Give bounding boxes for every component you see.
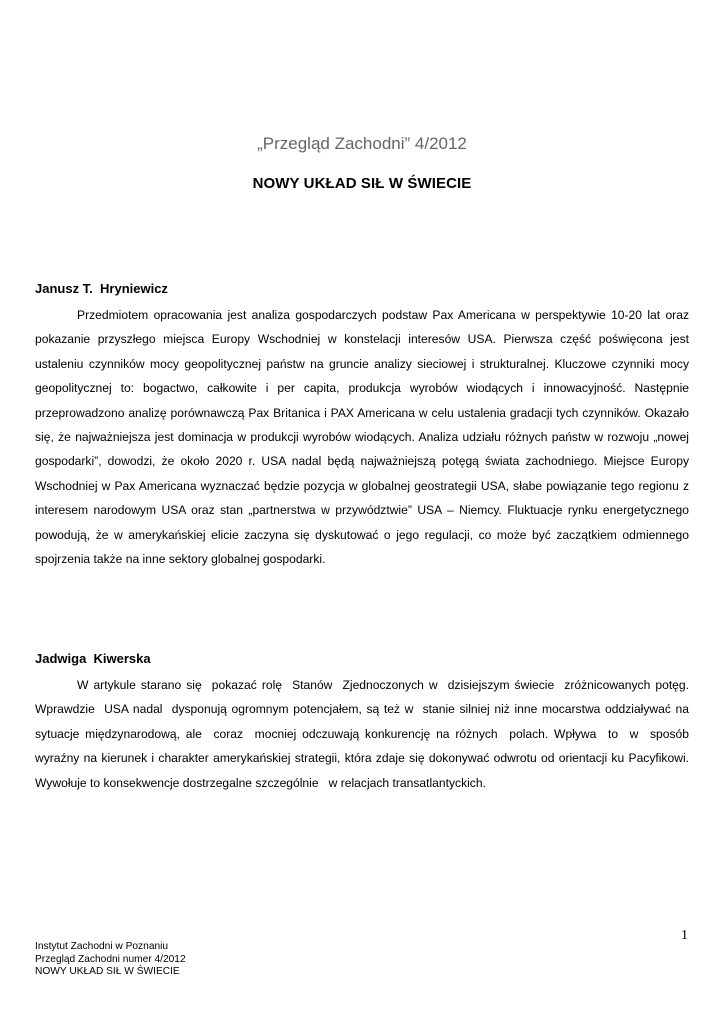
page-number: 1: [681, 928, 688, 943]
article-abstract-kiwerska: W artykule starano się pokazać rolę Stanów Zjednoczonych w dzisiejszym świecie zróżnicowanych potęg. Wprawdzie USA nadal dysponują ogromnym potencjałem, są też w stanie silniej niż inne mocarstwa oddziaływać na sytuacje międzynarodową, ale coraz mocniej odczuwają konkurencję na różnych polach. Wpływa to w sposób wyraźny na kierunek i charakter amerykańskiej strategii, która zdaje się dokonywać odwrotu od orientacji ku Pacyfikowi. Wywołuje to konsekwencje dostrzegalne szczególnie w relacjach transatlantyckich.: [35, 678, 693, 790]
footer-journal-issue: Przegląd Zachodni numer 4/2012: [35, 953, 186, 965]
page-footer: [35, 941, 186, 979]
article-author-kiwerska: Jadwiga Kiwerska: [35, 651, 151, 666]
footer-institute: Instytut Zachodni w Poznaniu: [35, 941, 169, 952]
page-title: NOWY UKŁAD SIŁ W ŚWIECIE: [252, 175, 472, 192]
article-abstract-hryniewicz: Przedmiotem opracowania jest analiza gospodarczych podstaw Pax Americana w perspektywie 10-20 lat oraz pokazanie przyszłego miejsca Europy Wschodniej w konstelacji interesów USA. Pierwsza część poświęcona jest ustaleniu czynników mocy geopolitycznej państw na gruncie analizy sieciowej i strukturalnej. Kluczowe czynniki mocy geopolitycznej to: bogactwo, całkowite i per capita, produkcja wyrobów wiodących i innowacyjność. Następnie przeprowadzono analizę porównawczą Pax Britanica i PAX Americana w celu ustalenia gradacji tych czynników. Okazało się, że najważniejsza jest dominacja w produkcji wyrobów wiodących. Analiza udziału różnych państw w rozwoju „nowej gospodarki”, dowodzi, że około 2020 r. USA nadal będą najważniejszą potęgą świata zachodniego. Miejsce Europy Wschodniej w Pax Americana wyznaczać będzie pozycja w globalnej geostrategii USA, słabe powiązanie tego regionu z interesem narodowym USA oraz stan „partnerstwa w przywództwie” USA – Niemcy. Fluktuacje rynku energetycznego powodują, że w amerykańskiej elicie zaczyna się dyskutować o jego regulacji, co może być zaczątkiem odmiennego spojrzenia także na inne sektory globalnej gospodarki.: [35, 308, 693, 567]
footer-title: NOWY UKŁAD SIŁ W ŚWIECIE: [35, 966, 180, 977]
journal-title: „Przegląd Zachodni” 4/2012: [257, 134, 467, 153]
article-author-hryniewicz: Janusz T. Hryniewicz: [35, 281, 168, 296]
